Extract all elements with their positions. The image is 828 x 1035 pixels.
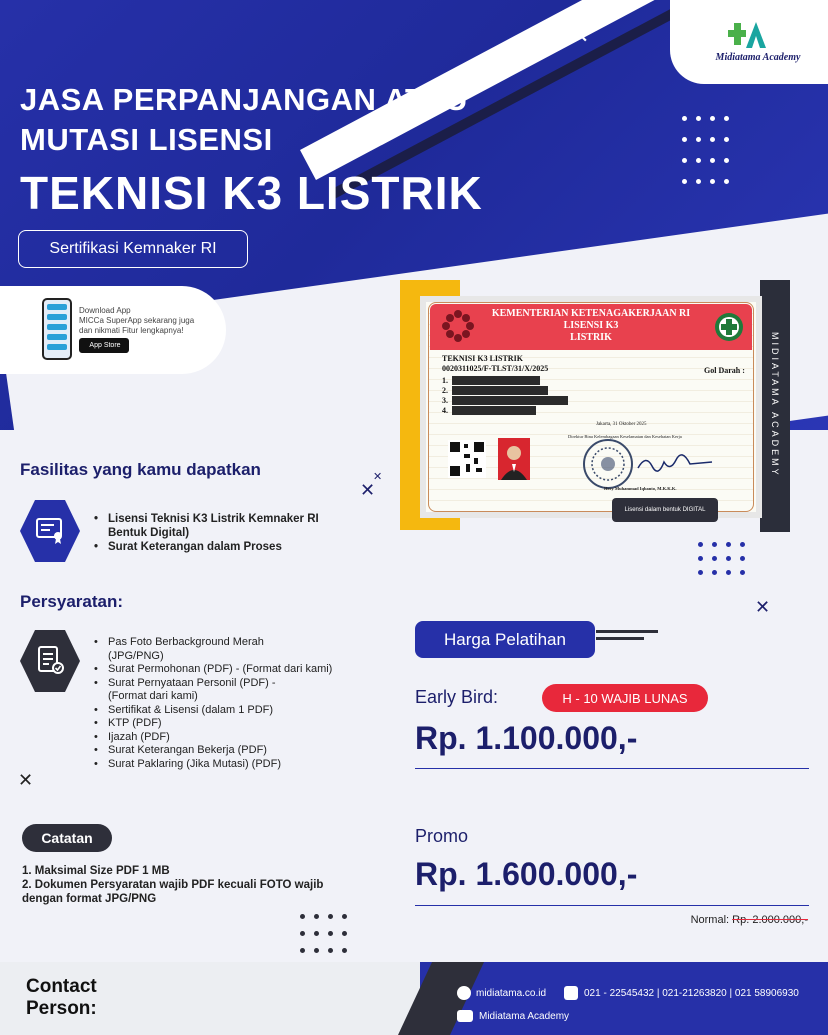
card-blood-type: Gol Darah : — [704, 366, 745, 375]
phone-numbers: 021 - 22545432 | 021-21263820 | 021 58906930 — [584, 988, 799, 999]
close-icon: ✕ — [360, 480, 376, 501]
app-store-button[interactable] — [79, 338, 129, 353]
requirements-title: Persyaratan: — [20, 592, 124, 611]
website-link[interactable]: midiatama.co.id — [476, 988, 547, 999]
app-promo-line-2: MICCa SuperApp sekarang juga — [79, 316, 195, 325]
dot-grid-decoration — [300, 914, 347, 953]
close-icon: ✕ — [373, 470, 383, 483]
checklist-icon — [34, 644, 66, 676]
logo-text: Midiatama Academy — [715, 52, 801, 63]
card-signer: Hery Muhammad Iqbanto, M.K.K.K. — [604, 486, 677, 491]
title-line-1: JASA PERPANJANGAN ATAU — [20, 82, 468, 117]
official-seal-icon — [582, 438, 634, 490]
redaction-bar — [452, 386, 548, 395]
certification-badge: Sertifikasi Kemnaker RI — [18, 230, 248, 268]
k3-cross-icon — [714, 312, 744, 342]
list-item: • Surat Permohonan (PDF) - (Format dari kami) — [94, 663, 364, 677]
close-icon: ✕ — [18, 770, 34, 791]
list-item: • Sertifikat & Lisensi (dalam 1 PDF) — [94, 704, 364, 718]
normal-price — [600, 914, 808, 926]
qr-code-icon — [448, 440, 486, 478]
close-icon[interactable]: ✕ — [571, 24, 590, 49]
normal-price-value: Rp. 2.000.000,- — [732, 914, 808, 926]
page-title: TEKNISI K3 LISTRIK — [20, 167, 483, 219]
list-item: 2. Dokumen Persyaratan wajib PDF kecuali FOTO wajib dengan format JPG/PNG — [22, 879, 324, 905]
card-field-title: TEKNISI K3 LISTRIK — [442, 354, 523, 363]
list-item: • Surat Keterangan Bekerja (PDF) — [94, 744, 364, 758]
promo-price: Rp. 1.600.000,- — [415, 856, 638, 892]
divider — [415, 905, 809, 906]
phone-icon — [42, 298, 72, 360]
app-store-label: App Store — [89, 342, 121, 349]
certificate-icon — [34, 514, 66, 546]
requirements-list — [94, 636, 364, 771]
card-row-1: 1. — [442, 376, 448, 385]
list-item: • Ijazah (PDF) — [94, 731, 364, 745]
card-date: Jakarta, 31 Oktober 2025 — [596, 422, 647, 427]
card-row-2: 2. — [442, 386, 448, 395]
promo-label: Promo — [415, 826, 469, 846]
list-item: • Surat Paklaring (Jika Mutasi) (PDF) — [94, 758, 364, 772]
list-item: • KTP (PDF) — [94, 717, 364, 731]
pricing-title: Harga Pelatihan — [415, 621, 595, 658]
pricing-lines-decoration — [596, 630, 658, 646]
midiatama-logo-icon — [722, 18, 772, 52]
youtube-link[interactable]: Midiatama Academy — [479, 1011, 570, 1022]
card-row-4: 4. — [442, 406, 448, 415]
dot-grid-decoration — [698, 542, 745, 575]
card-number: 0020311025/F-TLST/31/X/2025 — [442, 364, 549, 373]
card-row-3: 3. — [442, 396, 448, 405]
facilities-list — [94, 512, 344, 554]
phone-contact-icon — [564, 986, 578, 1000]
list-item: • Lisensi Teknisi K3 Listrik Kemnaker RI Bentuk Digital) — [94, 512, 344, 540]
early-bird-price: Rp. 1.100.000,- — [415, 720, 638, 756]
early-bird-badge: H - 10 WAJIB LUNAS — [542, 684, 708, 712]
card-official: Direktur Bina Kelembagaan Keselamatan dan Kesehatan Kerja — [568, 434, 682, 439]
kemnaker-emblem-icon — [440, 308, 476, 344]
card-license-sub: LISTRIK — [570, 332, 612, 343]
redaction-bar — [452, 396, 568, 405]
list-item: 1. Maksimal Size PDF 1 MB — [22, 865, 170, 877]
youtube-icon — [457, 1010, 473, 1022]
app-promo-line-3: dan nikmati Fitur lengkapnya! — [79, 326, 184, 335]
notes-title: Catatan — [22, 824, 112, 852]
card-ministry: KEMENTERIAN KETENAGAKERJAAN RI — [491, 308, 691, 319]
redaction-bar — [452, 406, 536, 415]
dot-grid-decoration — [682, 116, 732, 188]
license-card-header — [430, 304, 752, 350]
portrait-photo — [498, 438, 530, 480]
digital-license-label: Lisensi dalam bentuk DIGITAL — [612, 498, 718, 522]
list-item: • Surat Pernyataan Personil (PDF) - (Format dari kami) — [94, 677, 314, 704]
facilities-title: Fasilitas yang kamu dapatkan — [20, 460, 261, 479]
normal-price-label: Normal: — [690, 914, 730, 926]
signature-image — [636, 452, 714, 474]
redaction-bar — [452, 376, 540, 385]
card-license-title: LISENSI K3 — [563, 320, 619, 331]
notes-list — [22, 864, 352, 906]
page-title-lead — [20, 80, 468, 160]
early-bird-label: Early Bird: — [415, 687, 499, 707]
contact-person-label: Contact Person: — [26, 976, 97, 1019]
divider — [415, 768, 809, 769]
card-side-label: MIDIATAMA ACADEMY — [770, 332, 780, 478]
list-item: • Pas Foto Berbackground Merah (JPG/PNG) — [94, 636, 294, 663]
app-promo-text — [79, 306, 219, 336]
title-line-2: MUTASI LISENSI — [20, 122, 273, 157]
list-item: • Surat Keterangan dalam Proses — [94, 540, 344, 554]
globe-icon — [457, 986, 471, 1000]
close-icon: ✕ — [755, 597, 771, 618]
app-promo-line-1: Download App — [79, 306, 131, 315]
